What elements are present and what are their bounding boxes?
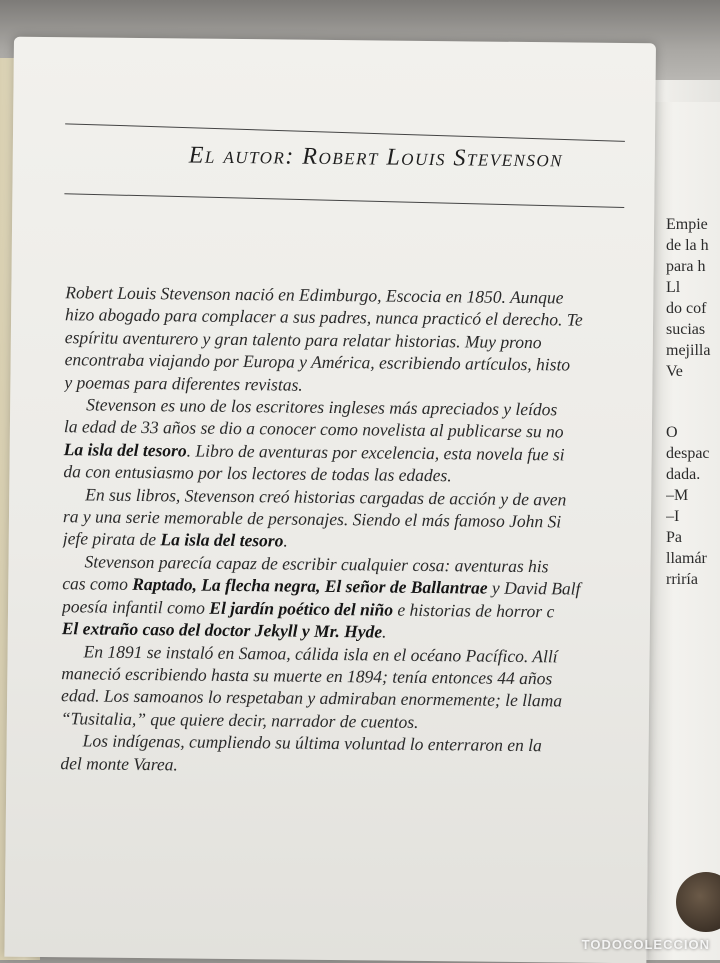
adjacent-text-line: –I — [666, 508, 680, 525]
adjacent-text-line: para h — [666, 258, 706, 275]
book-page — [4, 37, 656, 963]
adjacent-text-line: llamár — [666, 550, 707, 567]
adjacent-text-line: despac — [666, 445, 710, 462]
text-line: Los indígenas, cumpliendo su última voluntad lo enterraron en la — [82, 730, 542, 756]
text-line: En 1891 se instaló en Samoa, cálida isla en el océano Pacífico. Allí — [83, 640, 558, 666]
adjacent-text-line: Empie — [666, 216, 708, 233]
adjacent-text-line: de la h — [666, 237, 709, 254]
adjacent-text-line: mejilla — [666, 342, 711, 359]
text-line: espíritu aventurero y gran talento para relatar historias. Muy prono — [64, 327, 542, 352]
adjacent-text-line — [666, 382, 720, 402]
adjacent-text-line: dada. — [666, 466, 701, 483]
adjacent-text-line — [666, 402, 720, 422]
page-title: El autor: Robert Louis Stevenson — [188, 142, 564, 173]
text-line: encontraba viajando por Europa y América, escribiendo artículos, histo — [64, 349, 571, 375]
adjacent-text-line: sucias — [666, 321, 706, 338]
adjacent-text-line: Ll — [666, 279, 681, 296]
text-line: Robert Louis Stevenson nació en Edimburgo, Escocia en 1850. Aunque — [65, 282, 564, 308]
adjacent-text-line: rriría — [666, 571, 698, 588]
text-line: hizo abogado para complacer a sus padres, nunca practicó el derecho. Te — [65, 304, 583, 331]
text-line: edad. Los samoanos lo respetaban y admiraban enormemente; le llama — [61, 685, 563, 711]
text-line: Stevenson parecía capaz de escribir cualquier cosa: aventuras his — [84, 551, 549, 577]
text-line: “Tusitalia,” que quiere decir, narrador de cuentos. — [60, 707, 419, 732]
title-rule-bottom — [64, 193, 624, 208]
title-rule-top — [65, 123, 625, 142]
text-line: maneció escribiendo hasta su muerte en 1894; tenía entonces 44 años — [61, 663, 553, 689]
text-line: El extraño caso del doctor Jekyll y Mr. Hyde. — [61, 618, 387, 642]
body-text — [60, 281, 645, 780]
adjacent-text-line: –M — [666, 487, 689, 504]
text-line: La isla del tesoro. Libro de aventuras por excelencia, esta novela fue si — [63, 439, 565, 465]
text-line: la edad de 33 años se dio a conocer como novelista al publicarse su no — [63, 416, 564, 442]
adjacent-text-line: Ve — [666, 363, 683, 380]
text-line: ra y una serie memorable de personajes. Siendo el más famoso John Si — [62, 506, 562, 532]
text-line: del monte Varea. — [60, 752, 178, 774]
text-line: cas como Raptado, La flecha negra, El señor de Ballantrae y David Balf — [62, 573, 581, 599]
adjacent-text-line: O — [666, 424, 678, 441]
watermark: TODOCOLECCION — [581, 937, 710, 952]
text-line: jefe pirata de La isla del tesoro. — [62, 528, 288, 552]
adjacent-page-text — [666, 214, 720, 590]
adjacent-text-line: do cof — [666, 300, 707, 317]
text-line: da con entusiasmo por los lectores de todas las edades. — [63, 461, 452, 486]
text-line: y poemas para diferentes revistas. — [64, 371, 303, 395]
text-line: En sus libros, Stevenson creó historias cargadas de acción y de aven — [85, 484, 567, 510]
text-line: poesía infantil como El jardín poético del niño e historias de horror c — [61, 595, 555, 622]
text-line: Stevenson es uno de los escritores ingleses más apreciados y leídos — [86, 394, 558, 420]
adjacent-text-line: Pa — [666, 529, 682, 546]
